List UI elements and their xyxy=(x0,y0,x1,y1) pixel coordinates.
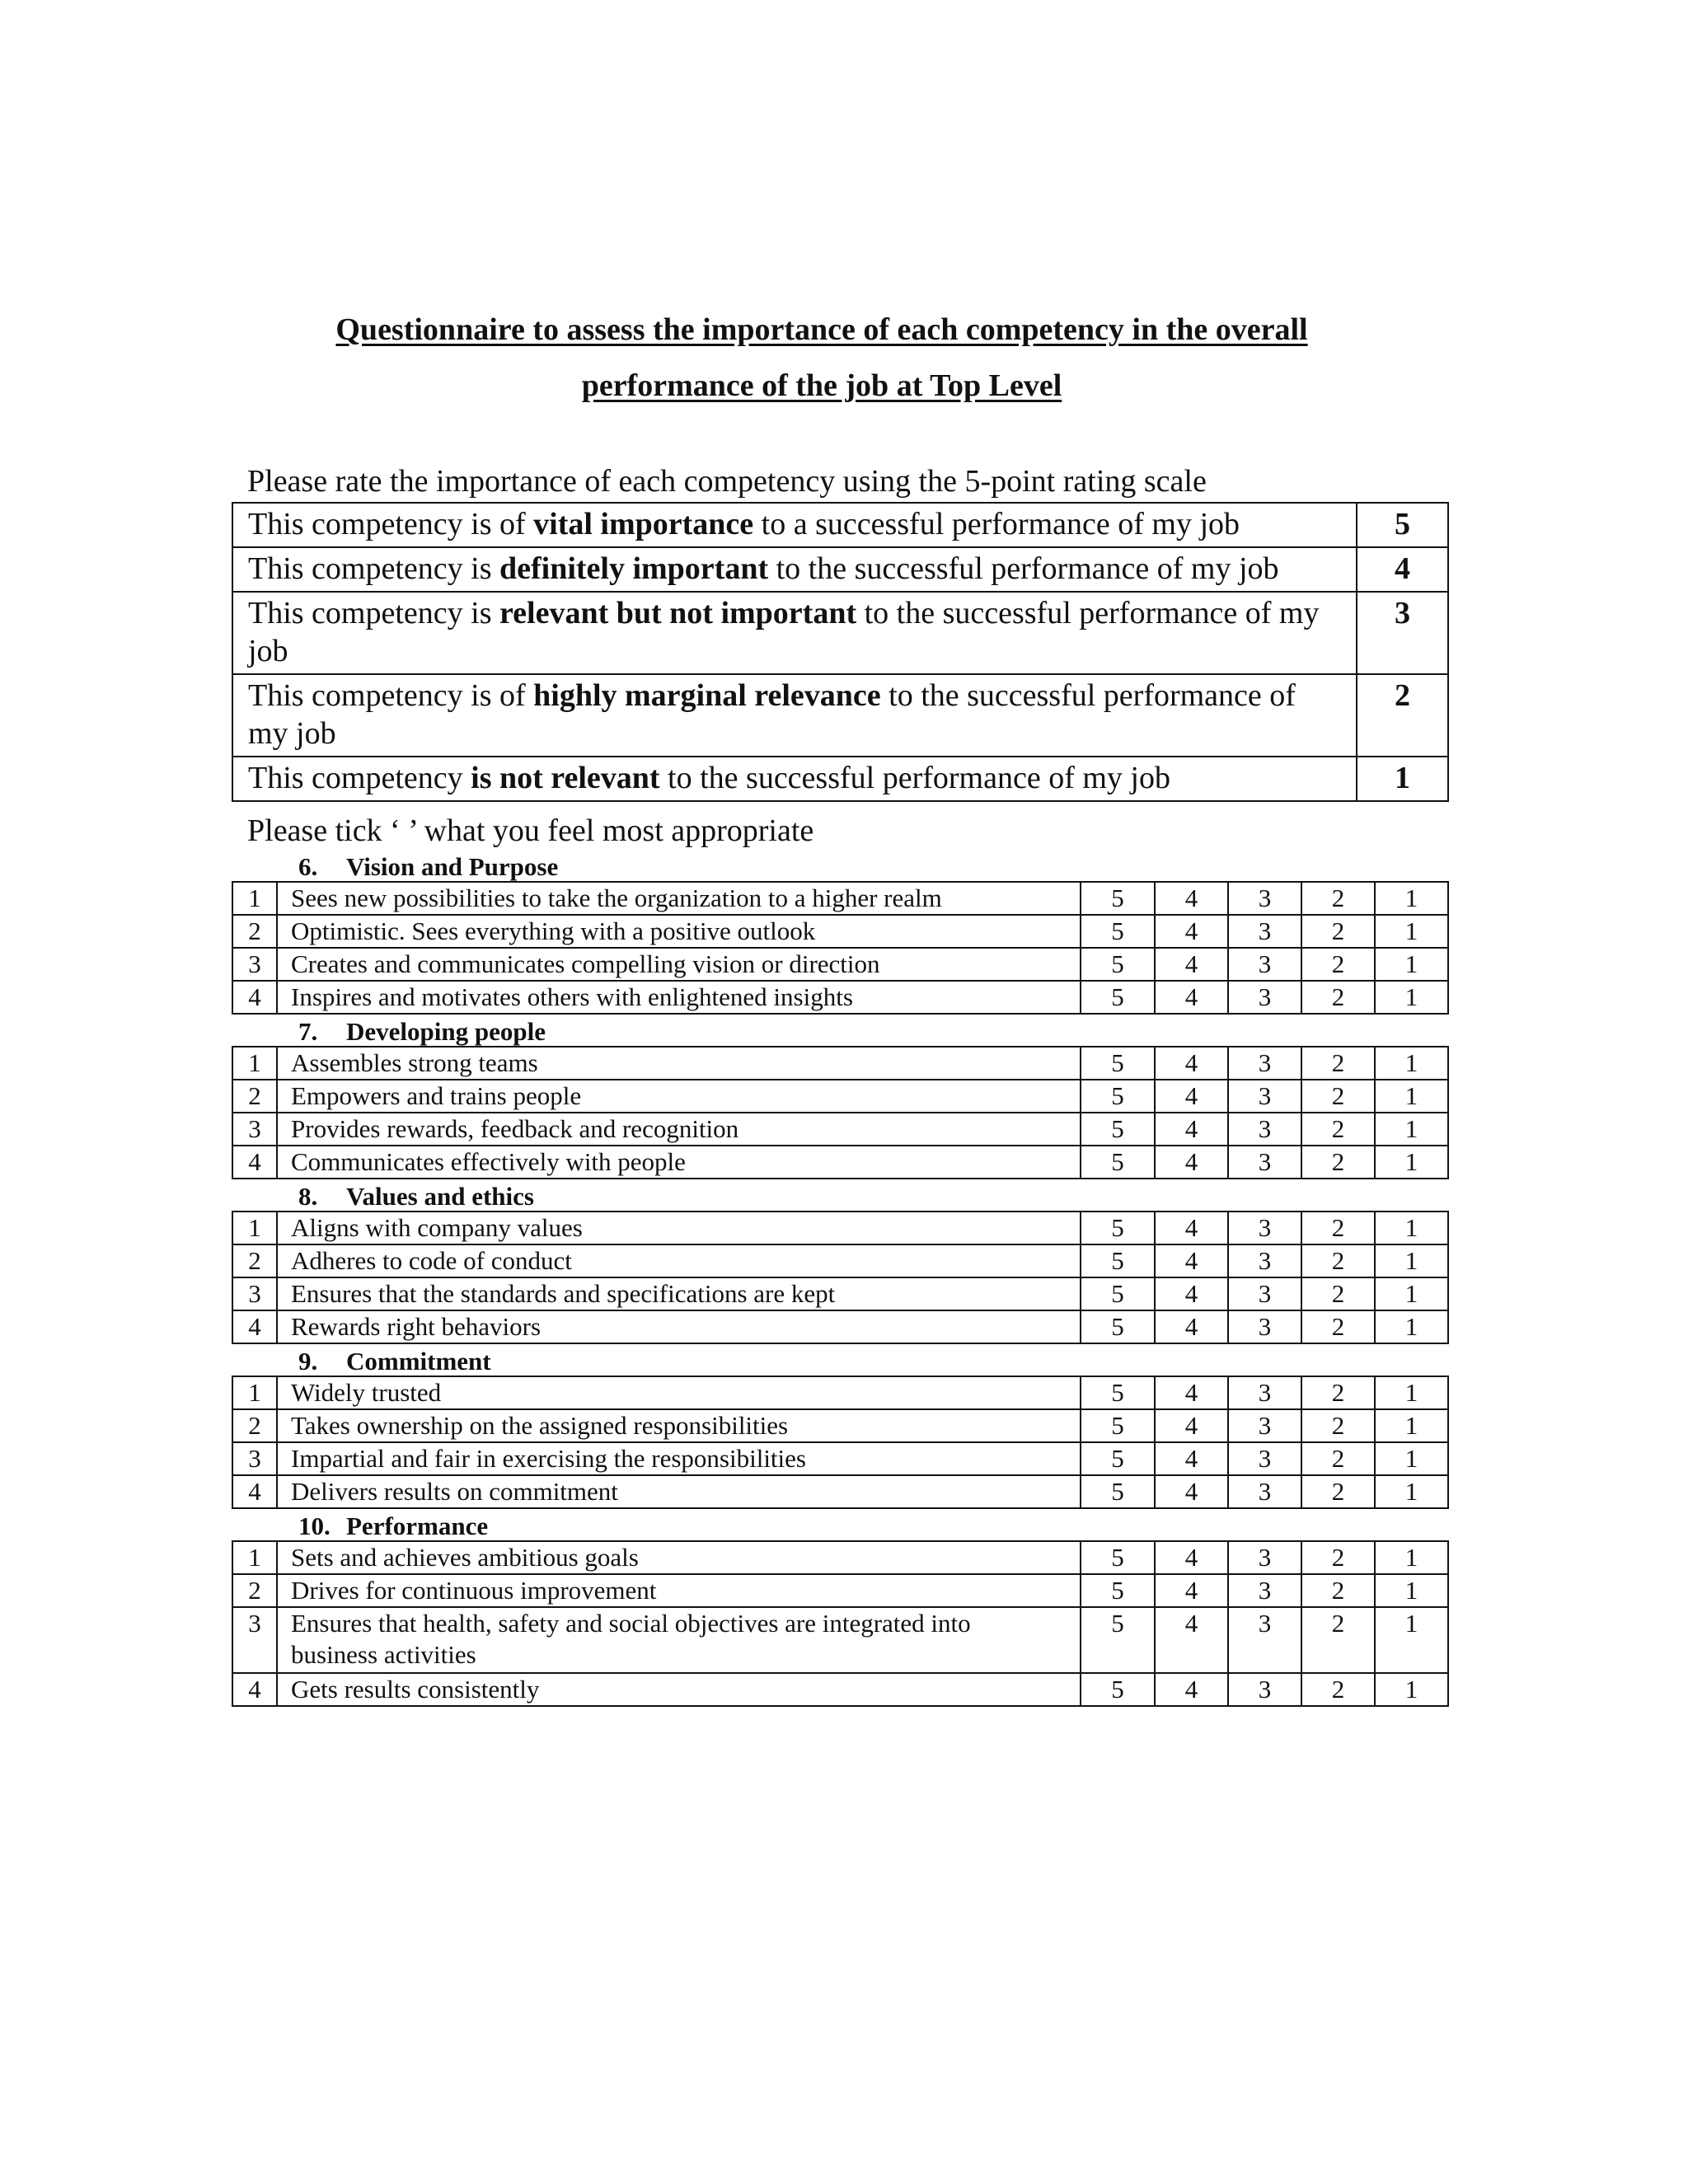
table-row xyxy=(232,1442,1448,1475)
rating-4[interactable]: 4 xyxy=(1155,1541,1228,1574)
item-text: Gets results consistently xyxy=(277,1673,1081,1706)
tick-instructions: Please tick ‘ ’ what you feel most appropriate xyxy=(247,813,814,848)
table-row xyxy=(232,1080,1448,1113)
item-number: 3 xyxy=(232,1607,277,1673)
rating-2[interactable]: 2 xyxy=(1301,1409,1375,1442)
rating-4[interactable]: 4 xyxy=(1155,1277,1228,1310)
rating-1[interactable]: 1 xyxy=(1375,1475,1448,1508)
scale-value: 5 xyxy=(1357,503,1448,547)
rating-4[interactable]: 4 xyxy=(1155,1673,1228,1706)
table-row xyxy=(232,981,1448,1014)
text-span: This competency xyxy=(248,761,471,795)
rating-2[interactable]: 2 xyxy=(1301,882,1375,915)
rating-2[interactable]: 2 xyxy=(1301,1442,1375,1475)
section-heading xyxy=(298,1347,491,1376)
item-text: Impartial and fair in exercising the responsibilities xyxy=(277,1442,1081,1475)
rating-1[interactable]: 1 xyxy=(1375,1607,1448,1673)
rating-3[interactable]: 3 xyxy=(1228,1607,1301,1673)
rating-5[interactable]: 5 xyxy=(1081,1277,1155,1310)
rating-5[interactable]: 5 xyxy=(1081,1310,1155,1343)
item-text: Empowers and trains people xyxy=(277,1080,1081,1113)
table-row xyxy=(232,1310,1448,1343)
title-text-1: Questionnaire to assess the importance of each competency in the overall xyxy=(335,312,1308,347)
table-row xyxy=(232,1607,1448,1673)
item-number: 2 xyxy=(232,1409,277,1442)
scale-value: 2 xyxy=(1357,674,1448,757)
table-row xyxy=(232,1146,1448,1179)
title-text-2: performance of the job at Top Level xyxy=(581,368,1062,403)
item-text: Rewards right behaviors xyxy=(277,1310,1081,1343)
rating-5[interactable]: 5 xyxy=(1081,948,1155,981)
text-span: 10. xyxy=(298,1511,331,1540)
rating-4[interactable]: 4 xyxy=(1155,1310,1228,1343)
item-text: Sees new possibilities to take the organization to a higher realm xyxy=(277,882,1081,915)
item-number: 1 xyxy=(232,1541,277,1574)
item-number: 3 xyxy=(232,1277,277,1310)
rating-5[interactable]: 5 xyxy=(1081,1574,1155,1607)
rating-1[interactable]: 1 xyxy=(1375,981,1448,1014)
rating-3[interactable]: 3 xyxy=(1228,1475,1301,1508)
item-number: 3 xyxy=(232,1113,277,1146)
item-text: Sets and achieves ambitious goals xyxy=(277,1541,1081,1574)
scale-value: 1 xyxy=(1357,757,1448,801)
item-text: Aligns with company values xyxy=(277,1212,1081,1244)
text-span: Commitment xyxy=(346,1347,491,1376)
table-row xyxy=(232,1212,1448,1244)
scale-description xyxy=(232,503,1357,547)
title-line-2 xyxy=(0,368,1666,404)
section-table-values-ethics xyxy=(232,1211,1449,1344)
table-row xyxy=(232,1475,1448,1508)
item-text: Widely trusted xyxy=(277,1376,1081,1409)
rating-4[interactable]: 4 xyxy=(1155,882,1228,915)
scale-description xyxy=(232,757,1357,801)
rating-2[interactable]: 2 xyxy=(1301,1047,1375,1080)
rating-4[interactable]: 4 xyxy=(1155,1475,1228,1508)
table-row xyxy=(232,948,1448,981)
text-span: highly marginal relevance xyxy=(533,678,881,713)
rating-2[interactable]: 2 xyxy=(1301,948,1375,981)
text-span: to the successful performance of my job xyxy=(248,596,1320,668)
rating-4[interactable]: 4 xyxy=(1155,1047,1228,1080)
text-span: Performance xyxy=(346,1511,489,1540)
rating-1[interactable]: 1 xyxy=(1375,1310,1448,1343)
rating-4[interactable]: 4 xyxy=(1155,1442,1228,1475)
rating-4[interactable]: 4 xyxy=(1155,1607,1228,1673)
rating-5[interactable]: 5 xyxy=(1081,1244,1155,1277)
rating-2[interactable]: 2 xyxy=(1301,1277,1375,1310)
rating-3[interactable]: 3 xyxy=(1228,1574,1301,1607)
rating-1[interactable]: 1 xyxy=(1375,1212,1448,1244)
rating-1[interactable]: 1 xyxy=(1375,1442,1448,1475)
rating-5[interactable]: 5 xyxy=(1081,1212,1155,1244)
rating-5[interactable]: 5 xyxy=(1081,1113,1155,1146)
scale-description xyxy=(232,547,1357,592)
text-span: relevant but not important xyxy=(499,596,857,630)
rating-2[interactable]: 2 xyxy=(1301,1574,1375,1607)
table-row xyxy=(232,915,1448,948)
text-span: This competency is of xyxy=(248,507,534,541)
section-heading xyxy=(298,852,558,882)
text-span: to a successful performance of my job xyxy=(753,507,1240,541)
text-span: This competency is xyxy=(248,551,499,586)
rating-5[interactable]: 5 xyxy=(1081,1376,1155,1409)
text-span: This competency is xyxy=(248,596,499,630)
table-row xyxy=(232,1541,1448,1574)
table-row xyxy=(232,1244,1448,1277)
section-table-commitment xyxy=(232,1376,1449,1509)
item-number: 2 xyxy=(232,1244,277,1277)
item-number: 3 xyxy=(232,1442,277,1475)
scale-row xyxy=(232,674,1448,757)
rating-4[interactable]: 4 xyxy=(1155,1244,1228,1277)
rating-3[interactable]: 3 xyxy=(1228,981,1301,1014)
section-table-performance xyxy=(232,1540,1449,1707)
item-number: 1 xyxy=(232,1047,277,1080)
rating-3[interactable]: 3 xyxy=(1228,1212,1301,1244)
rating-5[interactable]: 5 xyxy=(1081,1146,1155,1179)
rating-1[interactable]: 1 xyxy=(1375,882,1448,915)
scale-row xyxy=(232,503,1448,547)
scale-row xyxy=(232,757,1448,801)
item-number: 4 xyxy=(232,1673,277,1706)
rating-3[interactable]: 3 xyxy=(1228,1244,1301,1277)
table-row xyxy=(232,1376,1448,1409)
table-row xyxy=(232,1409,1448,1442)
item-text: Delivers results on commitment xyxy=(277,1475,1081,1508)
item-text: Optimistic. Sees everything with a positive outlook xyxy=(277,915,1081,948)
item-text: Communicates effectively with people xyxy=(277,1146,1081,1179)
text-span: is not relevant xyxy=(471,761,660,795)
section-table-vision-purpose xyxy=(232,881,1449,1015)
rating-2[interactable]: 2 xyxy=(1301,1113,1375,1146)
rating-1[interactable]: 1 xyxy=(1375,948,1448,981)
rating-5[interactable]: 5 xyxy=(1081,1080,1155,1113)
rating-5[interactable]: 5 xyxy=(1081,981,1155,1014)
rating-2[interactable]: 2 xyxy=(1301,1376,1375,1409)
text-span: 8. xyxy=(298,1182,318,1211)
text-span: This competency is of xyxy=(248,678,534,713)
item-number: 1 xyxy=(232,882,277,915)
rating-1[interactable]: 1 xyxy=(1375,1244,1448,1277)
rating-4[interactable]: 4 xyxy=(1155,948,1228,981)
item-number: 2 xyxy=(232,1574,277,1607)
rating-3[interactable]: 3 xyxy=(1228,915,1301,948)
rating-3[interactable]: 3 xyxy=(1228,1047,1301,1080)
text-span: definitely important xyxy=(499,551,769,586)
table-row xyxy=(232,1113,1448,1146)
rating-4[interactable]: 4 xyxy=(1155,981,1228,1014)
rating-3[interactable]: 3 xyxy=(1228,1442,1301,1475)
rating-2[interactable]: 2 xyxy=(1301,1673,1375,1706)
rating-2[interactable]: 2 xyxy=(1301,915,1375,948)
rating-instructions: Please rate the importance of each competency using the 5-point rating scale xyxy=(247,464,1207,499)
rating-4[interactable]: 4 xyxy=(1155,915,1228,948)
rating-5[interactable]: 5 xyxy=(1081,1409,1155,1442)
rating-1[interactable]: 1 xyxy=(1375,1409,1448,1442)
rating-4[interactable]: 4 xyxy=(1155,1146,1228,1179)
rating-1[interactable]: 1 xyxy=(1375,1673,1448,1706)
rating-3[interactable]: 3 xyxy=(1228,1113,1301,1146)
rating-4[interactable]: 4 xyxy=(1155,1080,1228,1113)
rating-4[interactable]: 4 xyxy=(1155,1574,1228,1607)
item-text: Drives for continuous improvement xyxy=(277,1574,1081,1607)
item-number: 2 xyxy=(232,915,277,948)
rating-5[interactable]: 5 xyxy=(1081,882,1155,915)
scale-description xyxy=(232,674,1357,757)
table-row xyxy=(232,882,1448,915)
rating-1[interactable]: 1 xyxy=(1375,1541,1448,1574)
rating-5[interactable]: 5 xyxy=(1081,1047,1155,1080)
scale-row xyxy=(232,547,1448,592)
rating-2[interactable]: 2 xyxy=(1301,1212,1375,1244)
text-span: to the successful performance of my job xyxy=(659,761,1170,795)
rating-1[interactable]: 1 xyxy=(1375,1146,1448,1179)
rating-2[interactable]: 2 xyxy=(1301,1475,1375,1508)
rating-2[interactable]: 2 xyxy=(1301,981,1375,1014)
item-text: Provides rewards, feedback and recognition xyxy=(277,1113,1081,1146)
rating-5[interactable]: 5 xyxy=(1081,1607,1155,1673)
rating-3[interactable]: 3 xyxy=(1228,1541,1301,1574)
rating-1[interactable]: 1 xyxy=(1375,915,1448,948)
rating-3[interactable]: 3 xyxy=(1228,1310,1301,1343)
rating-scale-table xyxy=(232,502,1449,802)
scale-description xyxy=(232,592,1357,674)
rating-2[interactable]: 2 xyxy=(1301,1244,1375,1277)
scale-value: 3 xyxy=(1357,592,1448,674)
rating-4[interactable]: 4 xyxy=(1155,1409,1228,1442)
rating-4[interactable]: 4 xyxy=(1155,1376,1228,1409)
item-number: 4 xyxy=(232,1146,277,1179)
title-line-1 xyxy=(0,312,1666,348)
item-text: Takes ownership on the assigned responsibilities xyxy=(277,1409,1081,1442)
table-row xyxy=(232,1277,1448,1310)
text-span: 9. xyxy=(298,1347,318,1376)
item-text: Assembles strong teams xyxy=(277,1047,1081,1080)
item-number: 3 xyxy=(232,948,277,981)
rating-4[interactable]: 4 xyxy=(1155,1212,1228,1244)
item-number: 2 xyxy=(232,1080,277,1113)
rating-5[interactable]: 5 xyxy=(1081,1475,1155,1508)
text-span: Values and ethics xyxy=(346,1182,534,1211)
rating-1[interactable]: 1 xyxy=(1375,1376,1448,1409)
item-text: Creates and communicates compelling vision or direction xyxy=(277,948,1081,981)
section-heading xyxy=(298,1511,488,1541)
rating-3[interactable]: 3 xyxy=(1228,948,1301,981)
rating-3[interactable]: 3 xyxy=(1228,1409,1301,1442)
item-text: Ensures that the standards and specifications are kept xyxy=(277,1277,1081,1310)
rating-3[interactable]: 3 xyxy=(1228,1376,1301,1409)
text-span: 7. xyxy=(298,1017,318,1046)
rating-3[interactable]: 3 xyxy=(1228,882,1301,915)
rating-1[interactable]: 1 xyxy=(1375,1574,1448,1607)
scale-row xyxy=(232,592,1448,674)
section-table-developing-people xyxy=(232,1046,1449,1179)
item-number: 4 xyxy=(232,1310,277,1343)
text-span: 6. xyxy=(298,852,318,881)
rating-1[interactable]: 1 xyxy=(1375,1047,1448,1080)
section-heading xyxy=(298,1017,546,1047)
text-span: to the successful performance of my job xyxy=(768,551,1279,586)
text-span: Developing people xyxy=(346,1017,546,1046)
text-span: to the successful performance of my job xyxy=(248,678,1296,751)
table-row xyxy=(232,1047,1448,1080)
item-number: 1 xyxy=(232,1212,277,1244)
item-text: Inspires and motivates others with enlightened insights xyxy=(277,981,1081,1014)
scale-value: 4 xyxy=(1357,547,1448,592)
rating-3[interactable]: 3 xyxy=(1228,1673,1301,1706)
rating-5[interactable]: 5 xyxy=(1081,1541,1155,1574)
item-number: 1 xyxy=(232,1376,277,1409)
text-span: vital importance xyxy=(533,507,754,541)
text-span: Vision and Purpose xyxy=(346,852,559,881)
rating-3[interactable]: 3 xyxy=(1228,1080,1301,1113)
item-text: Ensures that health, safety and social objectives are integrated into business activities xyxy=(277,1607,1081,1673)
rating-4[interactable]: 4 xyxy=(1155,1113,1228,1146)
table-row xyxy=(232,1673,1448,1706)
rating-1[interactable]: 1 xyxy=(1375,1080,1448,1113)
item-number: 4 xyxy=(232,1475,277,1508)
rating-5[interactable]: 5 xyxy=(1081,1442,1155,1475)
rating-2[interactable]: 2 xyxy=(1301,1607,1375,1673)
table-row xyxy=(232,1574,1448,1607)
rating-1[interactable]: 1 xyxy=(1375,1113,1448,1146)
rating-3[interactable]: 3 xyxy=(1228,1146,1301,1179)
rating-5[interactable]: 5 xyxy=(1081,1673,1155,1706)
rating-3[interactable]: 3 xyxy=(1228,1277,1301,1310)
item-number: 4 xyxy=(232,981,277,1014)
item-text: Adheres to code of conduct xyxy=(277,1244,1081,1277)
section-heading xyxy=(298,1182,534,1212)
rating-1[interactable]: 1 xyxy=(1375,1277,1448,1310)
rating-2[interactable]: 2 xyxy=(1301,1146,1375,1179)
rating-2[interactable]: 2 xyxy=(1301,1310,1375,1343)
rating-2[interactable]: 2 xyxy=(1301,1080,1375,1113)
rating-2[interactable]: 2 xyxy=(1301,1541,1375,1574)
rating-5[interactable]: 5 xyxy=(1081,915,1155,948)
